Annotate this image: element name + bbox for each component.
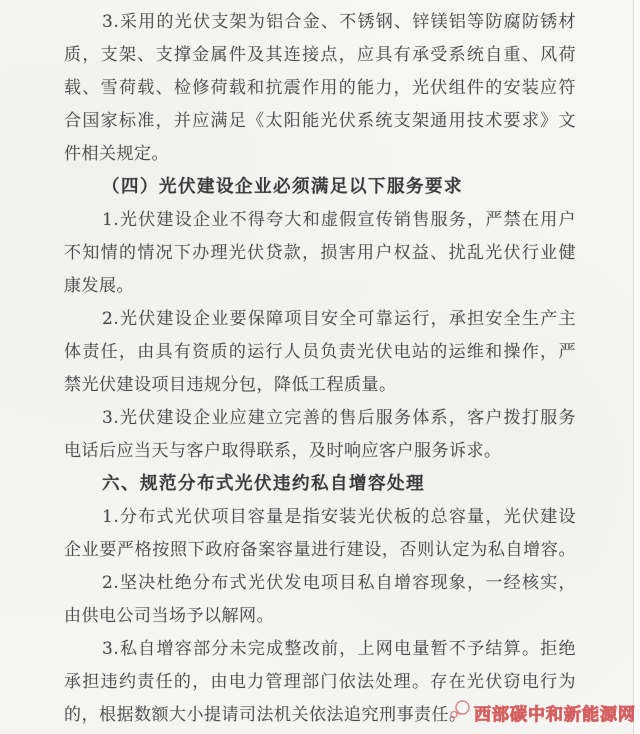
paragraph: [64, 402, 576, 468]
text-line: 合国家标准，并应满足《太阳能光伏系统支架通用技术要求》文: [64, 111, 576, 131]
text-line: 3.采用的光伏支架为铝合金、不锈钢、锌镁铝等防腐防锈材: [102, 12, 576, 32]
text-line: （四）光伏建设企业必须满足以下服务要求: [102, 177, 463, 197]
text-line: 六、规范分布式光伏违约私自增容处理: [102, 474, 425, 494]
text-line: 2.坚决杜绝分布式光伏发电项目私自增容现象，一经核实，: [102, 573, 576, 593]
text-line: 载、雪荷载、检修荷载和抗震作用的能力，光伏组件的安装应符: [64, 78, 576, 98]
text-line: 件相关规定。: [64, 144, 169, 164]
text-line: 不知情的情况下办理光伏贷款，损害用户权益、扰乱光伏行业健: [64, 243, 576, 263]
text-line: 3.私自增容部分未完成整改前，上网电量暂不予结算。拒绝: [102, 639, 576, 659]
paragraph: [64, 204, 576, 303]
paragraph: [64, 303, 576, 402]
text-line: 电话后应当天与客户取得联系，及时响应客户服务诉求。: [64, 441, 502, 461]
paragraph: [64, 567, 576, 633]
text-line: 的，根据数额大小提请司法机关依法追究刑事责任。: [64, 705, 467, 725]
text-line: 2.光伏建设企业要保障项目安全可靠运行，承担安全生产主: [102, 309, 576, 329]
text-line: 禁光伏建设项目违规分包，降低工程质量。: [64, 375, 397, 395]
text-line: 企业要严格按照下政府备案容量进行建设，否则认定为私自增容。: [64, 540, 576, 560]
text-line: 体责任，由具有资质的运行人员负责光伏电站的运维和操作，严: [64, 342, 576, 362]
page-edge-strip: [634, 0, 640, 734]
text-line: 3.光伏建设企业应建立完善的售后服务体系，客户拨打服务: [102, 408, 576, 428]
text-line: 承担违约责任的，由电力管理部门依法处理。存在光伏窃电行为: [64, 672, 576, 692]
text-line: 1.分布式光伏项目容量是指安装光伏板的总容量，光伏建设: [102, 507, 576, 527]
paragraph: [64, 633, 576, 732]
section-heading: [64, 171, 576, 204]
text-line: 质，支架、支撑金属件及其连接点，应具有承受系统自重、风荷: [64, 45, 576, 65]
document-body: [64, 6, 576, 732]
paragraph: [64, 501, 576, 567]
text-line: 由供电公司当场予以解网。: [64, 606, 274, 626]
paragraph: [64, 6, 576, 171]
text-line: 1.光伏建设企业不得夸大和虚假宣传销售服务，严禁在用户: [102, 210, 576, 230]
watermark-text: 西部碳中和新能源网: [474, 704, 636, 725]
section-heading: [64, 468, 576, 501]
text-line: 康发展。: [64, 276, 134, 296]
